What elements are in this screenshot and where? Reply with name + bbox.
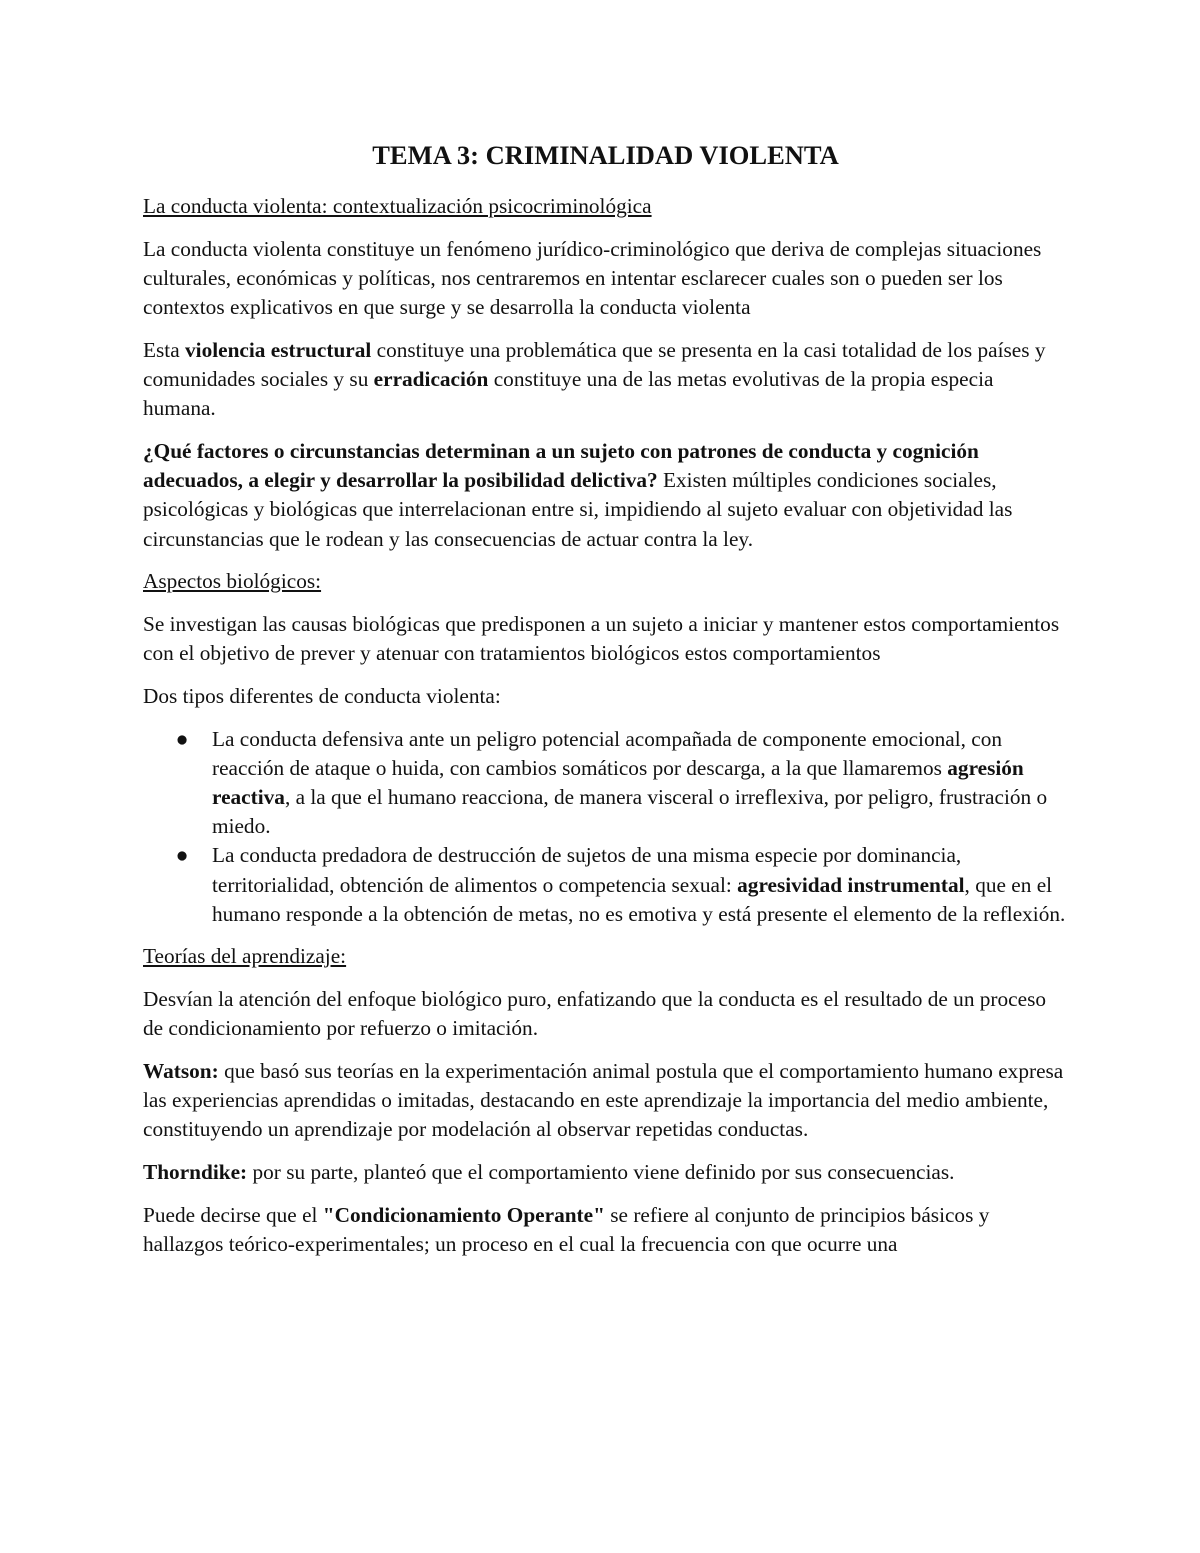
bold-term-erradicacion: erradicación [373, 367, 489, 392]
paragraph-watson [143, 1057, 1068, 1145]
list-item [175, 725, 1068, 842]
paragraph-dos-tipos: Dos tipos diferentes de conducta violenta: [143, 683, 501, 708]
text: Existen múltiples condiciones sociales, psicológicas y biológicas que interrelacionan entre si, impidiendo al sujeto evaluar con objetividad las circunstancias que le rodean y las consecuencias de actuar contra la ley. [143, 468, 1013, 551]
paragraph-desvian: Desvían la atención del enfoque biológico puro, enfatizando que la conducta es el resultado de un proceso de condicionamiento por refuerzo o imitación. [143, 987, 1047, 1041]
bold-term-agresividad-instrumental: agresividad instrumental [737, 872, 965, 897]
section-heading-teorias-aprendizaje: Teorías del aprendizaje: [143, 944, 347, 969]
text: por su parte, planteó que el comportamiento viene definido por sus consecuencias. [247, 1160, 955, 1185]
text: constituye una de las metas evolutivas de la propia especia humana. [143, 367, 994, 421]
section-heading-aspectos-biologicos: Aspectos biológicos: [143, 569, 322, 594]
text: constituye una problemática que se presenta en la casi totalidad de los países y comunidades sociales y su [143, 337, 1046, 392]
paragraph-causas-biologicas: Se investigan las causas biológicas que predisponen a un sujeto a iniciar y mantener estos comportamientos con el objetivo de prever y atenuar con tratamientos biológicos estos comportamientos [143, 611, 1060, 666]
document-title: TEMA 3: CRIMINALIDAD VIOLENTA [372, 140, 839, 170]
document-page [143, 138, 1068, 1273]
paragraph-intro: La conducta violenta constituye un fenómeno jurídico-criminológico que deriva de complejas situaciones culturales, económicas y políticas, nos centraremos en intentar esclarecer cuales son o pueden ser los contextos explicativos en que surge y se desarrolla la conducta violenta [143, 236, 1042, 320]
paragraph-violencia-estructural [143, 336, 1068, 424]
text: , que en el humano responde a la obtención de metas, no es emotiva y está presente el elemento de la reflexión. [212, 872, 1066, 926]
bold-term-thorndike: Thorndike: [143, 1160, 248, 1185]
bold-question: ¿Qué factores o circunstancias determinan a un sujeto con patrones de conducta y cognición adecuados, a elegir y desarrollar la posibilidad delictiva? [143, 438, 979, 493]
text: La conducta defensiva ante un peligro potencial acompañada de componente emocional, con reacción de ataque o huida, con cambios somáticos por descarga, a la que llamaremos [212, 726, 1003, 780]
bold-term-violencia-estructural: violencia estructural [185, 337, 372, 362]
text: se refiere al conjunto de principios básicos y hallazgos teórico-experimentales; un proceso en el cual la frecuencia con que ocurre una [143, 1202, 990, 1257]
text: La conducta predadora de destrucción de sujetos de una misma especie por dominancia, territorialidad, obtención de alimentos o competencia sexual: [212, 843, 962, 897]
section-heading-contextualizacion: La conducta violenta: contextualización psicocriminológica [143, 194, 652, 218]
text: que basó sus teorías en la experimentación animal postula que el comportamiento humano expresa las experiencias aprendidas o imitadas, destacando en este aprendizaje la importancia del medio ambiente, constituyendo un aprendizaje por modelación al observar repetidas conductas. [143, 1059, 1064, 1142]
list-item [175, 841, 1068, 929]
paragraph-factores [143, 437, 1068, 554]
text: Esta [143, 337, 185, 362]
bold-term-agresion-reactiva: agresión reactiva [212, 755, 1024, 809]
text: Puede decirse que el [143, 1202, 323, 1227]
bullet-icon: ● [175, 726, 189, 751]
text: , a la que el humano reacciona, de manera visceral o irreflexiva, por peligro, frustración o miedo. [212, 784, 1048, 839]
bold-term-watson: Watson: [143, 1059, 219, 1084]
bold-term-condicionamiento-operante: "Condicionamiento Operante" [322, 1202, 605, 1227]
paragraph-thorndike [143, 1158, 1068, 1187]
bullet-list-conducta [143, 725, 1068, 929]
paragraph-condicionamiento-operante [143, 1201, 1068, 1259]
bullet-icon: ● [175, 843, 189, 868]
